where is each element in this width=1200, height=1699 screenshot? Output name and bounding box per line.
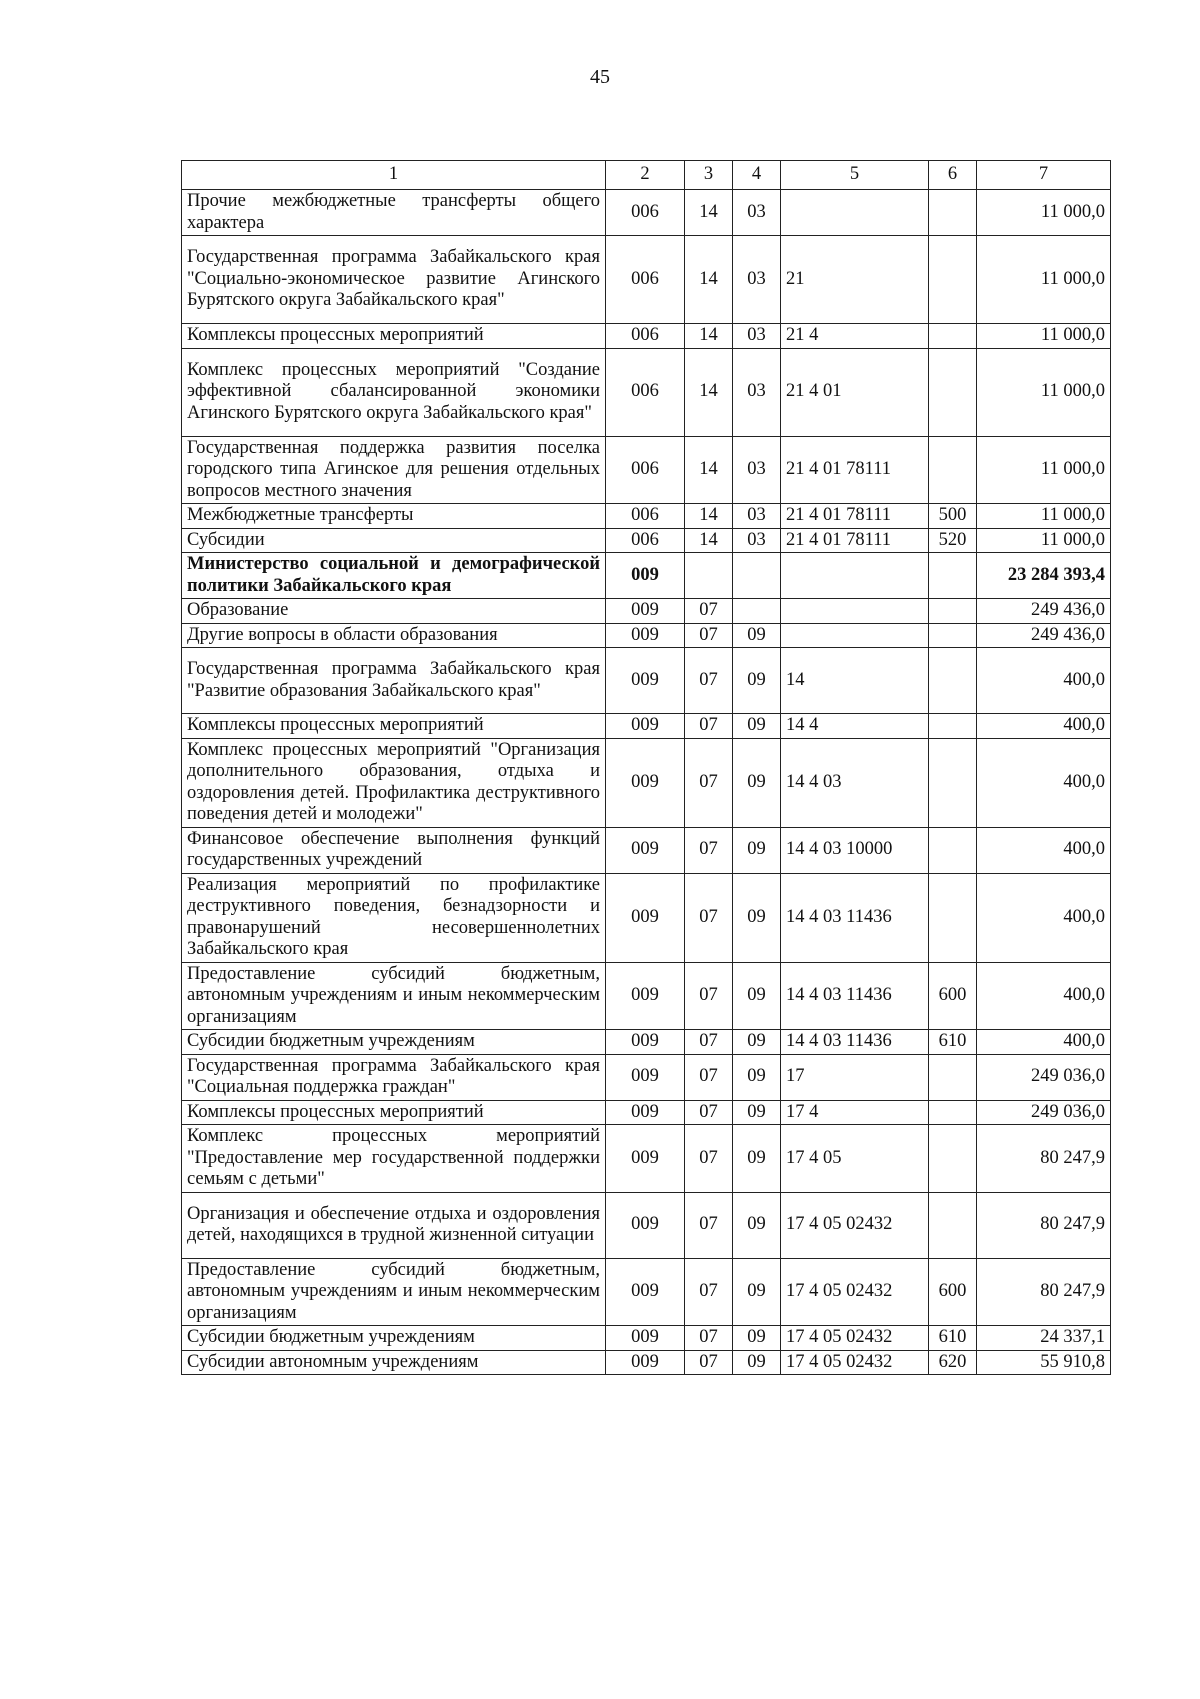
row-name-cell: Межбюджетные трансферты bbox=[182, 504, 606, 529]
expense-type-cell bbox=[929, 623, 977, 648]
table-row bbox=[182, 348, 1111, 436]
amount-cell: 400,0 bbox=[977, 714, 1111, 739]
subsection-code-cell: 09 bbox=[733, 738, 781, 827]
section-code-cell: 07 bbox=[685, 827, 733, 873]
table-row bbox=[182, 1054, 1111, 1100]
subsection-code-cell: 09 bbox=[733, 1054, 781, 1100]
target-article-cell: 14 4 03 bbox=[781, 738, 929, 827]
expense-type-cell: 610 bbox=[929, 1030, 977, 1055]
row-name-cell: Комплексы процессных мероприятий bbox=[182, 1100, 606, 1125]
table-row bbox=[182, 1326, 1111, 1351]
table-row bbox=[182, 599, 1111, 624]
row-name-cell: Государственная программа Забайкальского края "Социальная поддержка граждан" bbox=[182, 1054, 606, 1100]
amount-cell: 249 036,0 bbox=[977, 1100, 1111, 1125]
page-number: 45 bbox=[590, 66, 610, 88]
department-code-cell: 006 bbox=[606, 190, 685, 236]
expense-type-cell bbox=[929, 827, 977, 873]
amount-cell: 80 247,9 bbox=[977, 1125, 1111, 1193]
subsection-code-cell: 09 bbox=[733, 1192, 781, 1258]
department-code-cell: 006 bbox=[606, 236, 685, 324]
row-name-cell: Государственная поддержка развития поселка городского типа Агинское для решения отдельных вопросов местного значения bbox=[182, 436, 606, 504]
table-row bbox=[182, 1192, 1111, 1258]
amount-cell: 24 337,1 bbox=[977, 1326, 1111, 1351]
table-row bbox=[182, 1350, 1111, 1375]
subsection-code-cell: 09 bbox=[733, 1100, 781, 1125]
amount-cell: 11 000,0 bbox=[977, 190, 1111, 236]
column-header: 7 bbox=[977, 161, 1111, 190]
target-article-cell bbox=[781, 553, 929, 599]
section-code-cell: 07 bbox=[685, 1030, 733, 1055]
row-name-cell: Предоставление субсидий бюджетным, автономным учреждениям и иным некоммерческим организациям bbox=[182, 1258, 606, 1326]
table-row bbox=[182, 962, 1111, 1030]
department-code-cell: 009 bbox=[606, 1125, 685, 1193]
department-code-cell: 009 bbox=[606, 599, 685, 624]
section-code-cell: 14 bbox=[685, 348, 733, 436]
expense-type-cell bbox=[929, 236, 977, 324]
target-article-cell: 21 bbox=[781, 236, 929, 324]
target-article-cell: 14 4 03 11436 bbox=[781, 873, 929, 962]
target-article-cell: 21 4 bbox=[781, 324, 929, 349]
row-name-cell: Комплекс процессных мероприятий "Создание эффективной сбалансированной экономики Агинского Бурятского округа Забайкальского края" bbox=[182, 348, 606, 436]
subsection-code-cell: 09 bbox=[733, 714, 781, 739]
column-header: 5 bbox=[781, 161, 929, 190]
amount-cell: 249 436,0 bbox=[977, 599, 1111, 624]
department-code-cell: 009 bbox=[606, 962, 685, 1030]
subsection-code-cell bbox=[733, 553, 781, 599]
table-body bbox=[182, 190, 1111, 1375]
target-article-cell: 17 4 05 02432 bbox=[781, 1326, 929, 1351]
row-name-cell: Реализация мероприятий по профилактике деструктивного поведения, безнадзорности и правонарушений несовершеннолетних Забайкальского края bbox=[182, 873, 606, 962]
expense-type-cell bbox=[929, 648, 977, 714]
department-code-cell: 009 bbox=[606, 873, 685, 962]
table-row bbox=[182, 504, 1111, 529]
row-name-cell: Министерство социальной и демографической политики Забайкальского края bbox=[182, 553, 606, 599]
table-row bbox=[182, 623, 1111, 648]
subsection-code-cell: 03 bbox=[733, 348, 781, 436]
department-code-cell: 009 bbox=[606, 1258, 685, 1326]
amount-cell: 400,0 bbox=[977, 648, 1111, 714]
department-code-cell: 009 bbox=[606, 827, 685, 873]
subsection-code-cell: 03 bbox=[733, 190, 781, 236]
department-code-cell: 009 bbox=[606, 1326, 685, 1351]
column-header: 3 bbox=[685, 161, 733, 190]
expense-type-cell bbox=[929, 738, 977, 827]
expense-type-cell bbox=[929, 714, 977, 739]
amount-cell: 55 910,8 bbox=[977, 1350, 1111, 1375]
target-article-cell bbox=[781, 190, 929, 236]
target-article-cell: 21 4 01 bbox=[781, 348, 929, 436]
expense-type-cell bbox=[929, 324, 977, 349]
table-row bbox=[182, 236, 1111, 324]
row-name-cell: Государственная программа Забайкальского края "Социально-экономическое развитие Агинского Бурятского округа Забайкальского края" bbox=[182, 236, 606, 324]
department-code-cell: 009 bbox=[606, 738, 685, 827]
amount-cell: 11 000,0 bbox=[977, 528, 1111, 553]
section-code-cell: 14 bbox=[685, 236, 733, 324]
target-article-cell: 14 4 03 10000 bbox=[781, 827, 929, 873]
section-code-cell: 07 bbox=[685, 714, 733, 739]
section-code-cell: 14 bbox=[685, 190, 733, 236]
section-code-cell: 14 bbox=[685, 436, 733, 504]
subsection-code-cell: 09 bbox=[733, 1326, 781, 1351]
expense-type-cell bbox=[929, 1100, 977, 1125]
row-name-cell: Субсидии бюджетным учреждениям bbox=[182, 1030, 606, 1055]
section-code-cell: 14 bbox=[685, 324, 733, 349]
budget-table bbox=[181, 160, 1111, 1375]
expense-type-cell bbox=[929, 436, 977, 504]
table-row bbox=[182, 436, 1111, 504]
expense-type-cell: 600 bbox=[929, 962, 977, 1030]
target-article-cell: 14 4 03 11436 bbox=[781, 962, 929, 1030]
department-code-cell: 009 bbox=[606, 623, 685, 648]
subsection-code-cell: 09 bbox=[733, 623, 781, 648]
target-article-cell: 14 bbox=[781, 648, 929, 714]
table-row bbox=[182, 190, 1111, 236]
expense-type-cell bbox=[929, 873, 977, 962]
section-code-cell: 07 bbox=[685, 1350, 733, 1375]
department-code-cell: 009 bbox=[606, 648, 685, 714]
expense-type-cell bbox=[929, 1125, 977, 1193]
department-code-cell: 009 bbox=[606, 553, 685, 599]
target-article-cell: 21 4 01 78111 bbox=[781, 504, 929, 529]
section-code-cell: 07 bbox=[685, 962, 733, 1030]
subsection-code-cell: 03 bbox=[733, 436, 781, 504]
expense-type-cell bbox=[929, 1054, 977, 1100]
expense-type-cell: 600 bbox=[929, 1258, 977, 1326]
amount-cell: 11 000,0 bbox=[977, 236, 1111, 324]
section-code-cell bbox=[685, 553, 733, 599]
department-code-cell: 006 bbox=[606, 504, 685, 529]
target-article-cell bbox=[781, 599, 929, 624]
section-code-cell: 07 bbox=[685, 1192, 733, 1258]
target-article-cell: 17 bbox=[781, 1054, 929, 1100]
amount-cell: 11 000,0 bbox=[977, 436, 1111, 504]
subsection-code-cell: 03 bbox=[733, 236, 781, 324]
row-name-cell: Субсидии автономным учреждениям bbox=[182, 1350, 606, 1375]
column-header: 1 bbox=[182, 161, 606, 190]
amount-cell: 400,0 bbox=[977, 827, 1111, 873]
target-article-cell: 14 4 03 11436 bbox=[781, 1030, 929, 1055]
table-row bbox=[182, 827, 1111, 873]
expense-type-cell bbox=[929, 553, 977, 599]
table-row bbox=[182, 738, 1111, 827]
section-code-cell: 07 bbox=[685, 648, 733, 714]
section-code-cell: 14 bbox=[685, 504, 733, 529]
table-row bbox=[182, 873, 1111, 962]
subsection-code-cell: 09 bbox=[733, 1125, 781, 1193]
amount-cell: 249 436,0 bbox=[977, 623, 1111, 648]
amount-cell: 400,0 bbox=[977, 738, 1111, 827]
subsection-code-cell: 09 bbox=[733, 827, 781, 873]
target-article-cell: 21 4 01 78111 bbox=[781, 528, 929, 553]
expense-type-cell bbox=[929, 599, 977, 624]
target-article-cell: 21 4 01 78111 bbox=[781, 436, 929, 504]
column-header: 4 bbox=[733, 161, 781, 190]
amount-cell: 80 247,9 bbox=[977, 1258, 1111, 1326]
target-article-cell: 17 4 05 bbox=[781, 1125, 929, 1193]
target-article-cell bbox=[781, 623, 929, 648]
table-row bbox=[182, 714, 1111, 739]
department-code-cell: 006 bbox=[606, 348, 685, 436]
section-code-cell: 07 bbox=[685, 1326, 733, 1351]
table-row bbox=[182, 1125, 1111, 1193]
row-name-cell: Государственная программа Забайкальского края "Развитие образования Забайкальского края" bbox=[182, 648, 606, 714]
department-code-cell: 009 bbox=[606, 714, 685, 739]
subsection-code-cell: 09 bbox=[733, 648, 781, 714]
amount-cell: 11 000,0 bbox=[977, 348, 1111, 436]
section-code-cell: 07 bbox=[685, 599, 733, 624]
subsection-code-cell: 09 bbox=[733, 1258, 781, 1326]
row-name-cell: Комплекс процессных мероприятий "Организация дополнительного образования, отдыха и оздоровления детей. Профилактика деструктивного поведения детей и молодежи" bbox=[182, 738, 606, 827]
amount-cell: 80 247,9 bbox=[977, 1192, 1111, 1258]
subsection-code-cell: 03 bbox=[733, 324, 781, 349]
section-code-cell: 07 bbox=[685, 1054, 733, 1100]
expense-type-cell: 620 bbox=[929, 1350, 977, 1375]
department-code-cell: 006 bbox=[606, 528, 685, 553]
section-code-cell: 07 bbox=[685, 1125, 733, 1193]
row-name-cell: Комплексы процессных мероприятий bbox=[182, 714, 606, 739]
table-row bbox=[182, 324, 1111, 349]
amount-cell: 11 000,0 bbox=[977, 504, 1111, 529]
expense-type-cell: 500 bbox=[929, 504, 977, 529]
section-code-cell: 07 bbox=[685, 1100, 733, 1125]
row-name-cell: Образование bbox=[182, 599, 606, 624]
department-code-cell: 006 bbox=[606, 436, 685, 504]
target-article-cell: 17 4 bbox=[781, 1100, 929, 1125]
row-name-cell: Организация и обеспечение отдыха и оздоровления детей, находящихся в трудной жизненной ситуации bbox=[182, 1192, 606, 1258]
amount-cell: 23 284 393,4 bbox=[977, 553, 1111, 599]
expense-type-cell bbox=[929, 1192, 977, 1258]
subsection-code-cell: 03 bbox=[733, 528, 781, 553]
amount-cell: 400,0 bbox=[977, 962, 1111, 1030]
column-header: 2 bbox=[606, 161, 685, 190]
row-name-cell: Предоставление субсидий бюджетным, автономным учреждениям и иным некоммерческим организациям bbox=[182, 962, 606, 1030]
subsection-code-cell: 03 bbox=[733, 504, 781, 529]
section-code-cell: 07 bbox=[685, 873, 733, 962]
table-row bbox=[182, 528, 1111, 553]
amount-cell: 11 000,0 bbox=[977, 324, 1111, 349]
amount-cell: 400,0 bbox=[977, 873, 1111, 962]
row-name-cell: Комплекс процессных мероприятий "Предоставление мер государственной поддержки семьям с детьми" bbox=[182, 1125, 606, 1193]
table-row bbox=[182, 648, 1111, 714]
column-header: 6 bbox=[929, 161, 977, 190]
subsection-code-cell: 09 bbox=[733, 962, 781, 1030]
department-code-cell: 009 bbox=[606, 1030, 685, 1055]
subsection-code-cell: 09 bbox=[733, 1350, 781, 1375]
department-code-cell: 009 bbox=[606, 1054, 685, 1100]
table-row bbox=[182, 1100, 1111, 1125]
subsection-code-cell: 09 bbox=[733, 873, 781, 962]
expense-type-cell: 520 bbox=[929, 528, 977, 553]
subsection-code-cell bbox=[733, 599, 781, 624]
department-code-cell: 009 bbox=[606, 1350, 685, 1375]
row-name-cell: Другие вопросы в области образования bbox=[182, 623, 606, 648]
row-name-cell: Субсидии бюджетным учреждениям bbox=[182, 1326, 606, 1351]
department-code-cell: 009 bbox=[606, 1192, 685, 1258]
expense-type-cell bbox=[929, 190, 977, 236]
table-row bbox=[182, 553, 1111, 599]
table-row bbox=[182, 1030, 1111, 1055]
section-code-cell: 07 bbox=[685, 1258, 733, 1326]
target-article-cell: 17 4 05 02432 bbox=[781, 1192, 929, 1258]
row-name-cell: Прочие межбюджетные трансферты общего характера bbox=[182, 190, 606, 236]
target-article-cell: 14 4 bbox=[781, 714, 929, 739]
table-row bbox=[182, 1258, 1111, 1326]
target-article-cell: 17 4 05 02432 bbox=[781, 1350, 929, 1375]
expense-type-cell: 610 bbox=[929, 1326, 977, 1351]
section-code-cell: 07 bbox=[685, 738, 733, 827]
row-name-cell: Субсидии bbox=[182, 528, 606, 553]
expense-type-cell bbox=[929, 348, 977, 436]
subsection-code-cell: 09 bbox=[733, 1030, 781, 1055]
section-code-cell: 14 bbox=[685, 528, 733, 553]
table-header-row bbox=[182, 161, 1111, 190]
amount-cell: 249 036,0 bbox=[977, 1054, 1111, 1100]
row-name-cell: Финансовое обеспечение выполнения функций государственных учреждений bbox=[182, 827, 606, 873]
target-article-cell: 17 4 05 02432 bbox=[781, 1258, 929, 1326]
department-code-cell: 009 bbox=[606, 1100, 685, 1125]
department-code-cell: 006 bbox=[606, 324, 685, 349]
row-name-cell: Комплексы процессных мероприятий bbox=[182, 324, 606, 349]
amount-cell: 400,0 bbox=[977, 1030, 1111, 1055]
section-code-cell: 07 bbox=[685, 623, 733, 648]
